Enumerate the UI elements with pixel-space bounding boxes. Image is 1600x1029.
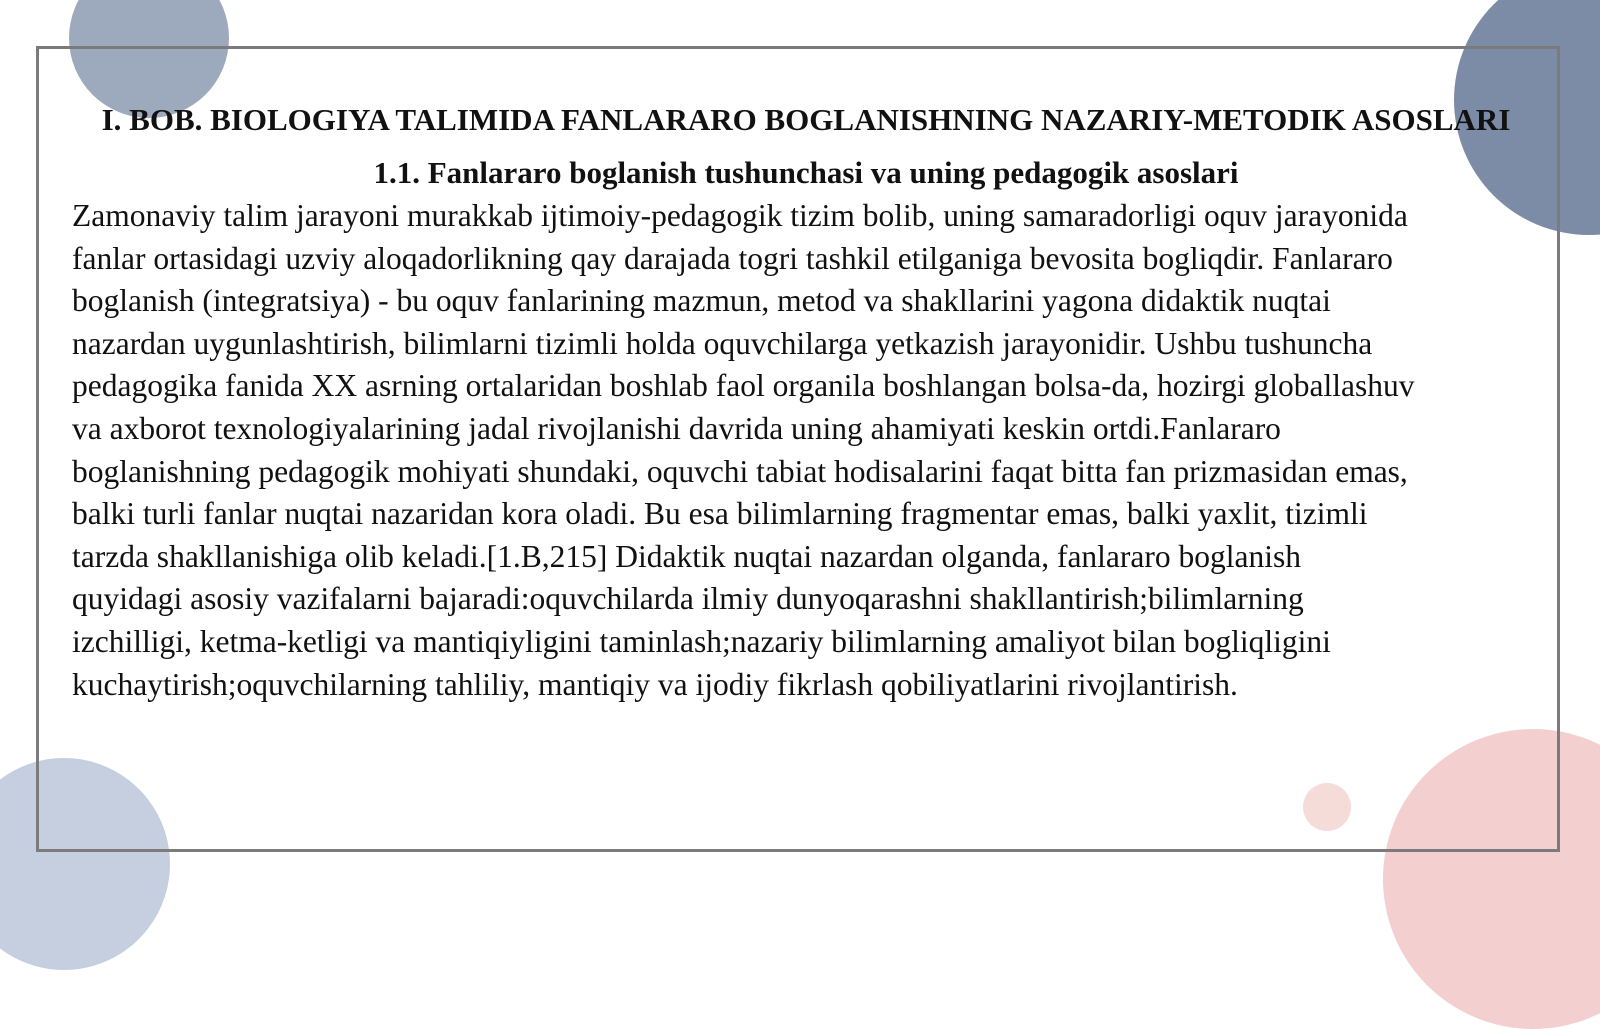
chapter-title: I. BOB. BIOLOGIYA TALIMIDA FANLARARO BOGLANISHNING NAZARIY-METODIK ASOSLARI [101, 102, 1511, 137]
slide-content [72, 88, 1592, 706]
body-paragraph: Zamonaviy talim jarayoni murakkab ijtimoiy-pedagogik tizim bolib, uning samaradorligi oquv jarayonida fanlar ortasidagi uzviy aloqadorlikning qay darajada togri tashkil etilganiga bevosita bogliqdir. Fanlararo boglanish (integratsiya) - bu oquv fanlarining mazmun, metod va shakllarini yagona didaktik nuqtai nazardan uygunlashtirish, bilimlarni tizimli holda oquvchilarga yetkazish jarayonidir. Ushbu tushuncha pedagogika fanida XX asrning ortalaridan boshlab faol organila boshlangan bolsa-da, hozirgi globallashuv va axborot texnologiyalarining jadal rivojlanishi davrida uning ahamiyati keskin ortdi.Fanlararo boglanishning pedagogik mohiyati shundaki, oquvchi tabiat hodisalarini faqat bitta fan prizmasidan emas, balki turli fanlar nuqtai nazaridan kora oladi. Bu esa bilimlarning fragmentar emas, balki yaxlit, tizimli tarzda shakllanishiga olib keladi.[1.B,215] Didaktik nuqtai nazardan olganda, fanlararo boglanish quyidagi asosiy vazifalarni bajaradi:oquvchilarda ilmiy dunyoqarashni shakllantirish;bilimlarning izchilligi, ketma-ketligi va mantiqiyligini taminlash;nazariy bilimlarning amaliyot bilan bogliqligini kuchaytirish;oquvchilarning tahliliy, mantiqiy va ijodiy fikrlash qobiliyatlarini rivojlantirish. [72, 198, 1415, 702]
section-subtitle: 1.1. Fanlararo boglanish tushunchasi va uning pedagogik asoslari [373, 155, 1239, 190]
